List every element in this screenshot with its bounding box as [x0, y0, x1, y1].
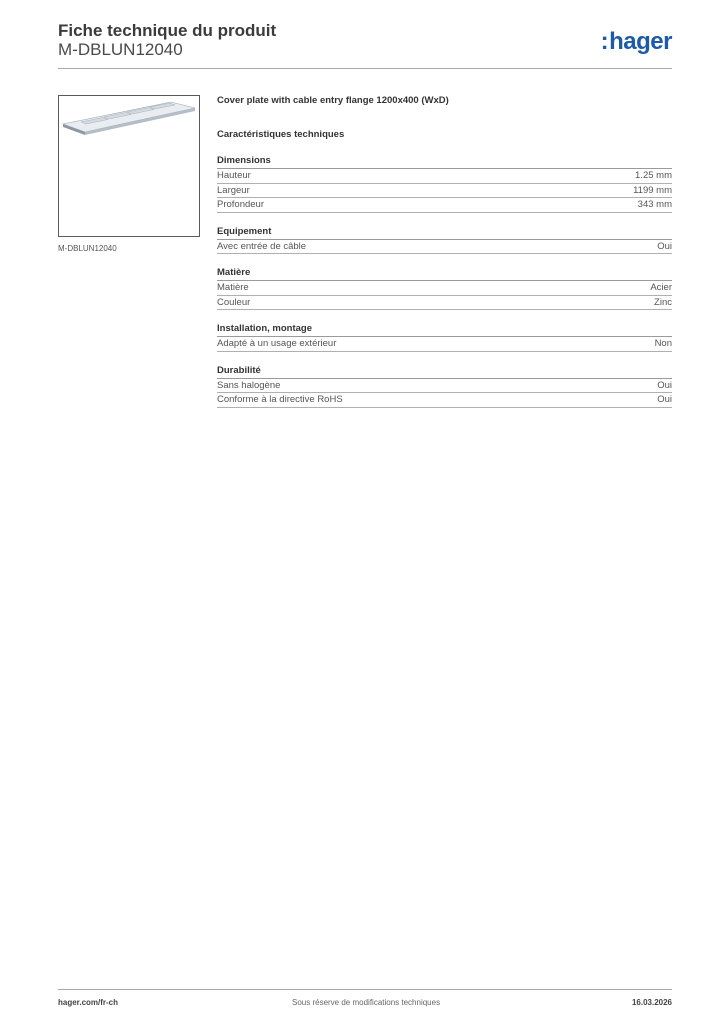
- logo-dots-icon: :: [600, 28, 609, 55]
- spec-value: 343 mm: [637, 199, 672, 210]
- logo-text: hager: [609, 28, 672, 55]
- section-title: Matière: [217, 266, 672, 281]
- spec-row: [217, 296, 672, 311]
- spec-value: 1199 mm: [633, 184, 672, 196]
- spec-section: [217, 154, 672, 213]
- specifications: [217, 94, 672, 408]
- spec-row: [217, 184, 672, 199]
- footer-website: hager.com/fr-ch: [58, 998, 119, 1007]
- spec-value: 1.25 mm: [635, 170, 672, 181]
- spec-label: Profondeur: [217, 199, 265, 210]
- spec-row: [217, 337, 672, 352]
- spec-row: [217, 281, 672, 296]
- characteristics-title: Caractéristiques techniques: [217, 129, 345, 140]
- spec-value: Oui: [657, 379, 672, 391]
- section-title: Equipement: [217, 225, 672, 240]
- product-image: [58, 95, 200, 237]
- spec-label: Largeur: [217, 184, 250, 196]
- page-title: Fiche technique du produit: [58, 21, 277, 40]
- spec-section: [217, 225, 672, 255]
- spec-row: [217, 240, 672, 255]
- section-title: Durabilité: [217, 364, 672, 379]
- spec-value: Oui: [657, 394, 672, 405]
- spec-section: [217, 266, 672, 310]
- spec-label: Conforme à la directive RoHS: [217, 394, 343, 405]
- spec-row: [217, 379, 672, 394]
- spec-row: [217, 393, 672, 408]
- footer-date: 16.03.2026: [631, 998, 672, 1007]
- section-title: Installation, montage: [217, 322, 672, 337]
- spec-row: [217, 198, 672, 213]
- spec-label: Adapté à un usage extérieur: [217, 338, 337, 349]
- image-caption: M-DBLUN12040: [58, 244, 117, 253]
- spec-section: [217, 364, 672, 408]
- spec-label: Couleur: [217, 296, 251, 308]
- spec-sections: [217, 154, 672, 408]
- spec-section: [217, 322, 672, 352]
- footer-notice: Sous réserve de modifications techniques: [292, 998, 441, 1007]
- spec-value: Oui: [657, 240, 672, 252]
- product-reference: M-DBLUN12040: [58, 40, 183, 59]
- product-description: Cover plate with cable entry flange 1200x400 (WxD): [217, 95, 449, 106]
- section-title: Dimensions: [217, 154, 672, 169]
- hager-logo: [601, 29, 672, 55]
- spec-label: Hauteur: [217, 170, 251, 181]
- spec-label: Matière: [217, 282, 249, 293]
- cover-plate-illustration-icon: [59, 96, 199, 236]
- spec-label: Avec entrée de câble: [217, 240, 307, 252]
- footer-divider: [58, 989, 672, 990]
- header-divider: [58, 68, 672, 69]
- spec-value: Non: [654, 338, 672, 349]
- spec-row: [217, 169, 672, 184]
- spec-label: Sans halogène: [217, 379, 281, 391]
- spec-value: Zinc: [654, 296, 672, 308]
- spec-value: Acier: [650, 282, 672, 293]
